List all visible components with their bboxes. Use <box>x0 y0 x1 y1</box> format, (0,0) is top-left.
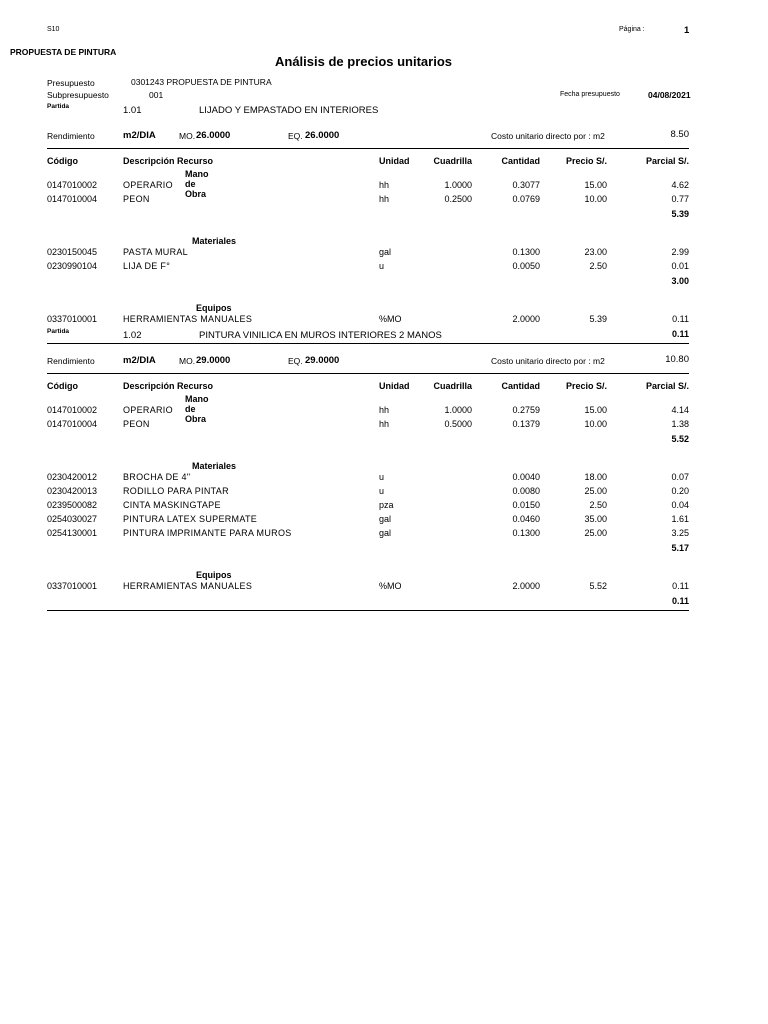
table-row <box>0 472 768 484</box>
resource-code: 0239500082 <box>47 500 98 510</box>
group-equipos: Equipos <box>196 570 232 580</box>
resource-parcial: 0.01 <box>671 261 689 271</box>
resource-parcial: 4.14 <box>671 405 689 415</box>
partida-label: Partida <box>47 103 70 110</box>
resource-cantidad: 0.0050 <box>512 261 540 271</box>
resource-description: PASTA MURAL <box>123 247 188 257</box>
partida-name: PINTURA VINILICA EN MUROS INTERIORES 2 MANOS <box>199 330 442 341</box>
group-mano-obra: Mano de Obra <box>185 394 209 424</box>
resource-parcial: 0.07 <box>671 472 689 482</box>
resource-cuadrilla: 0.2500 <box>444 194 472 204</box>
resource-code: 0147010002 <box>47 405 98 415</box>
subtotal-mano-obra: 5.52 <box>671 434 689 444</box>
resource-code: 0337010001 <box>47 581 98 591</box>
rendimiento-label: Rendimiento <box>47 356 95 366</box>
mo-label: MO. <box>179 131 196 141</box>
resource-description: OPERARIO <box>123 180 173 190</box>
resource-unit: hh <box>379 180 390 190</box>
resource-parcial: 2.99 <box>671 247 689 257</box>
partida-name: LIJADO Y EMPASTADO EN INTERIORES <box>199 105 379 116</box>
subpresupuesto-label: Subpresupuesto <box>47 90 109 100</box>
resource-description: HERRAMIENTAS MANUALES <box>123 314 253 324</box>
system-code: S10 <box>47 26 60 33</box>
resource-precio: 10.00 <box>584 194 607 204</box>
eq-value: 29.0000 <box>305 355 340 366</box>
mo-value: 29.0000 <box>196 355 231 366</box>
divider <box>47 610 689 611</box>
subtotal-materiales: 5.17 <box>671 543 689 553</box>
column-header <box>0 156 768 168</box>
resource-description: BROCHA DE 4" <box>123 472 191 482</box>
presupuesto-value: 0301243 PROPUESTA DE PINTURA <box>131 77 272 87</box>
subpresupuesto-value: 001 <box>149 90 164 100</box>
resource-description: PEON <box>123 194 150 204</box>
divider <box>47 343 689 344</box>
table-row <box>0 419 768 431</box>
subtotal-equipos: 0.11 <box>671 329 689 339</box>
resource-parcial: 0.11 <box>672 314 689 324</box>
partida-code: 1.02 <box>123 330 142 341</box>
presupuesto-label: Presupuesto <box>47 78 95 88</box>
company-name: PROPUESTA DE PINTURA <box>10 47 117 57</box>
resource-precio: 15.00 <box>584 180 607 190</box>
resource-cuadrilla: 1.0000 <box>444 405 472 415</box>
eq-value: 26.0000 <box>305 130 340 141</box>
page-label: Página : <box>619 26 645 33</box>
table-row <box>0 500 768 512</box>
partida-code: 1.01 <box>123 105 142 116</box>
subtotal-equipos: 0.11 <box>671 596 689 606</box>
resource-parcial: 1.61 <box>671 514 689 524</box>
table-row <box>0 528 768 540</box>
subtotal-mano-obra: 5.39 <box>671 209 689 219</box>
table-row <box>0 247 768 259</box>
subtotal-materiales: 3.00 <box>671 276 689 286</box>
resource-unit: gal <box>379 528 392 538</box>
col-parcial: Parcial S/. <box>645 156 689 166</box>
resource-cantidad: 0.0150 <box>512 500 540 510</box>
resource-code: 0337010001 <box>47 314 98 324</box>
col-cuadrilla: Cuadrilla <box>433 381 472 391</box>
resource-unit: hh <box>379 419 390 429</box>
resource-precio: 35.00 <box>584 514 607 524</box>
resource-unit: gal <box>379 247 392 257</box>
resource-parcial: 0.20 <box>671 486 689 496</box>
resource-parcial: 4.62 <box>671 180 689 190</box>
costo-unitario-value: 10.80 <box>665 354 689 365</box>
table-row <box>0 314 768 326</box>
resource-cantidad: 2.0000 <box>512 581 540 591</box>
resource-precio: 10.00 <box>584 419 607 429</box>
resource-code: 0230420013 <box>47 486 98 496</box>
col-precio: Precio S/. <box>565 381 607 391</box>
costo-unitario-value: 8.50 <box>670 129 689 140</box>
resource-parcial: 3.25 <box>671 528 689 538</box>
resource-code: 0147010004 <box>47 194 98 204</box>
resource-unit: hh <box>379 405 390 415</box>
mo-value: 26.0000 <box>196 130 231 141</box>
col-unidad: Unidad <box>379 381 410 391</box>
resource-code: 0230150045 <box>47 247 98 257</box>
resource-precio: 18.00 <box>584 472 607 482</box>
table-row <box>0 180 768 192</box>
resource-precio: 25.00 <box>584 528 607 538</box>
col-cantidad: Cantidad <box>501 381 540 391</box>
resource-parcial: 0.77 <box>671 194 689 204</box>
resource-code: 0230420012 <box>47 472 98 482</box>
table-row <box>0 581 768 593</box>
resource-code: 0230990104 <box>47 261 98 271</box>
resource-precio: 23.00 <box>584 247 607 257</box>
page-number: 1 <box>684 25 690 36</box>
resource-unit: %MO <box>379 581 402 591</box>
resource-parcial: 0.04 <box>671 500 689 510</box>
col-descripcion: Descripción Recurso <box>123 156 214 166</box>
resource-description: PINTURA LATEX SUPERMATE <box>123 514 258 524</box>
table-row <box>0 514 768 526</box>
resource-cantidad: 0.0769 <box>512 194 540 204</box>
resource-precio: 2.50 <box>589 500 607 510</box>
resource-description: LIJA DE F° <box>123 261 171 271</box>
costo-unitario-label: Costo unitario directo por : m2 <box>491 131 605 141</box>
mo-label: MO. <box>179 356 196 366</box>
eq-label: EQ. <box>288 131 303 141</box>
col-cuadrilla: Cuadrilla <box>433 156 472 166</box>
col-codigo: Código <box>47 381 78 391</box>
resource-cantidad: 0.1379 <box>512 419 540 429</box>
fecha-value: 04/08/2021 <box>648 90 691 100</box>
resource-cantidad: 0.0080 <box>512 486 540 496</box>
resource-unit: gal <box>379 514 392 524</box>
resource-description: PINTURA IMPRIMANTE PARA MUROS <box>123 528 292 538</box>
table-row <box>0 194 768 206</box>
resource-precio: 25.00 <box>584 486 607 496</box>
resource-description: OPERARIO <box>123 405 173 415</box>
resource-unit: hh <box>379 194 390 204</box>
table-row <box>0 261 768 273</box>
resource-unit: u <box>379 472 385 482</box>
divider <box>47 373 689 374</box>
rendimiento-unit: m2/DIA <box>123 130 156 141</box>
resource-cantidad: 0.2759 <box>512 405 540 415</box>
resource-cantidad: 2.0000 <box>512 314 540 324</box>
resource-description: HERRAMIENTAS MANUALES <box>123 581 253 591</box>
resource-precio: 5.39 <box>589 314 607 324</box>
resource-cuadrilla: 0.5000 <box>444 419 472 429</box>
col-cantidad: Cantidad <box>501 156 540 166</box>
resource-cantidad: 0.1300 <box>512 247 540 257</box>
fecha-label: Fecha presupuesto <box>560 91 620 98</box>
col-codigo: Código <box>47 156 78 166</box>
table-row <box>0 486 768 498</box>
resource-unit: u <box>379 486 385 496</box>
resource-description: RODILLO PARA PINTAR <box>123 486 229 496</box>
resource-parcial: 0.11 <box>672 581 689 591</box>
rendimiento-label: Rendimiento <box>47 131 95 141</box>
col-parcial: Parcial S/. <box>645 381 689 391</box>
resource-cantidad: 0.3077 <box>512 180 540 190</box>
col-descripcion: Descripción Recurso <box>123 381 214 391</box>
resource-cantidad: 0.0040 <box>512 472 540 482</box>
partida-label: Partida <box>47 328 70 335</box>
group-mano-obra: Mano de Obra <box>185 169 209 199</box>
costo-unitario-label: Costo unitario directo por : m2 <box>491 356 605 366</box>
resource-description: PEON <box>123 419 150 429</box>
group-materiales: Materiales <box>192 461 237 471</box>
resource-precio: 2.50 <box>589 261 607 271</box>
col-precio: Precio S/. <box>565 156 607 166</box>
col-unidad: Unidad <box>379 156 410 166</box>
resource-code: 0147010004 <box>47 419 98 429</box>
resource-code: 0147010002 <box>47 180 98 190</box>
page-title: Análisis de precios unitarios <box>275 54 452 69</box>
group-equipos: Equipos <box>196 303 232 313</box>
resource-unit: u <box>379 261 385 271</box>
resource-unit: %MO <box>379 314 402 324</box>
resource-code: 0254030027 <box>47 514 98 524</box>
divider <box>47 148 689 149</box>
table-row <box>0 405 768 417</box>
resource-cantidad: 0.0460 <box>512 514 540 524</box>
resource-precio: 5.52 <box>589 581 607 591</box>
resource-cuadrilla: 1.0000 <box>444 180 472 190</box>
resource-code: 0254130001 <box>47 528 98 538</box>
resource-description: CINTA MASKINGTAPE <box>123 500 221 510</box>
resource-parcial: 1.38 <box>671 419 689 429</box>
resource-precio: 15.00 <box>584 405 607 415</box>
rendimiento-unit: m2/DIA <box>123 355 156 366</box>
resource-unit: pza <box>379 500 394 510</box>
resource-cantidad: 0.1300 <box>512 528 540 538</box>
group-materiales: Materiales <box>192 236 237 246</box>
column-header <box>0 381 768 393</box>
eq-label: EQ. <box>288 356 303 366</box>
